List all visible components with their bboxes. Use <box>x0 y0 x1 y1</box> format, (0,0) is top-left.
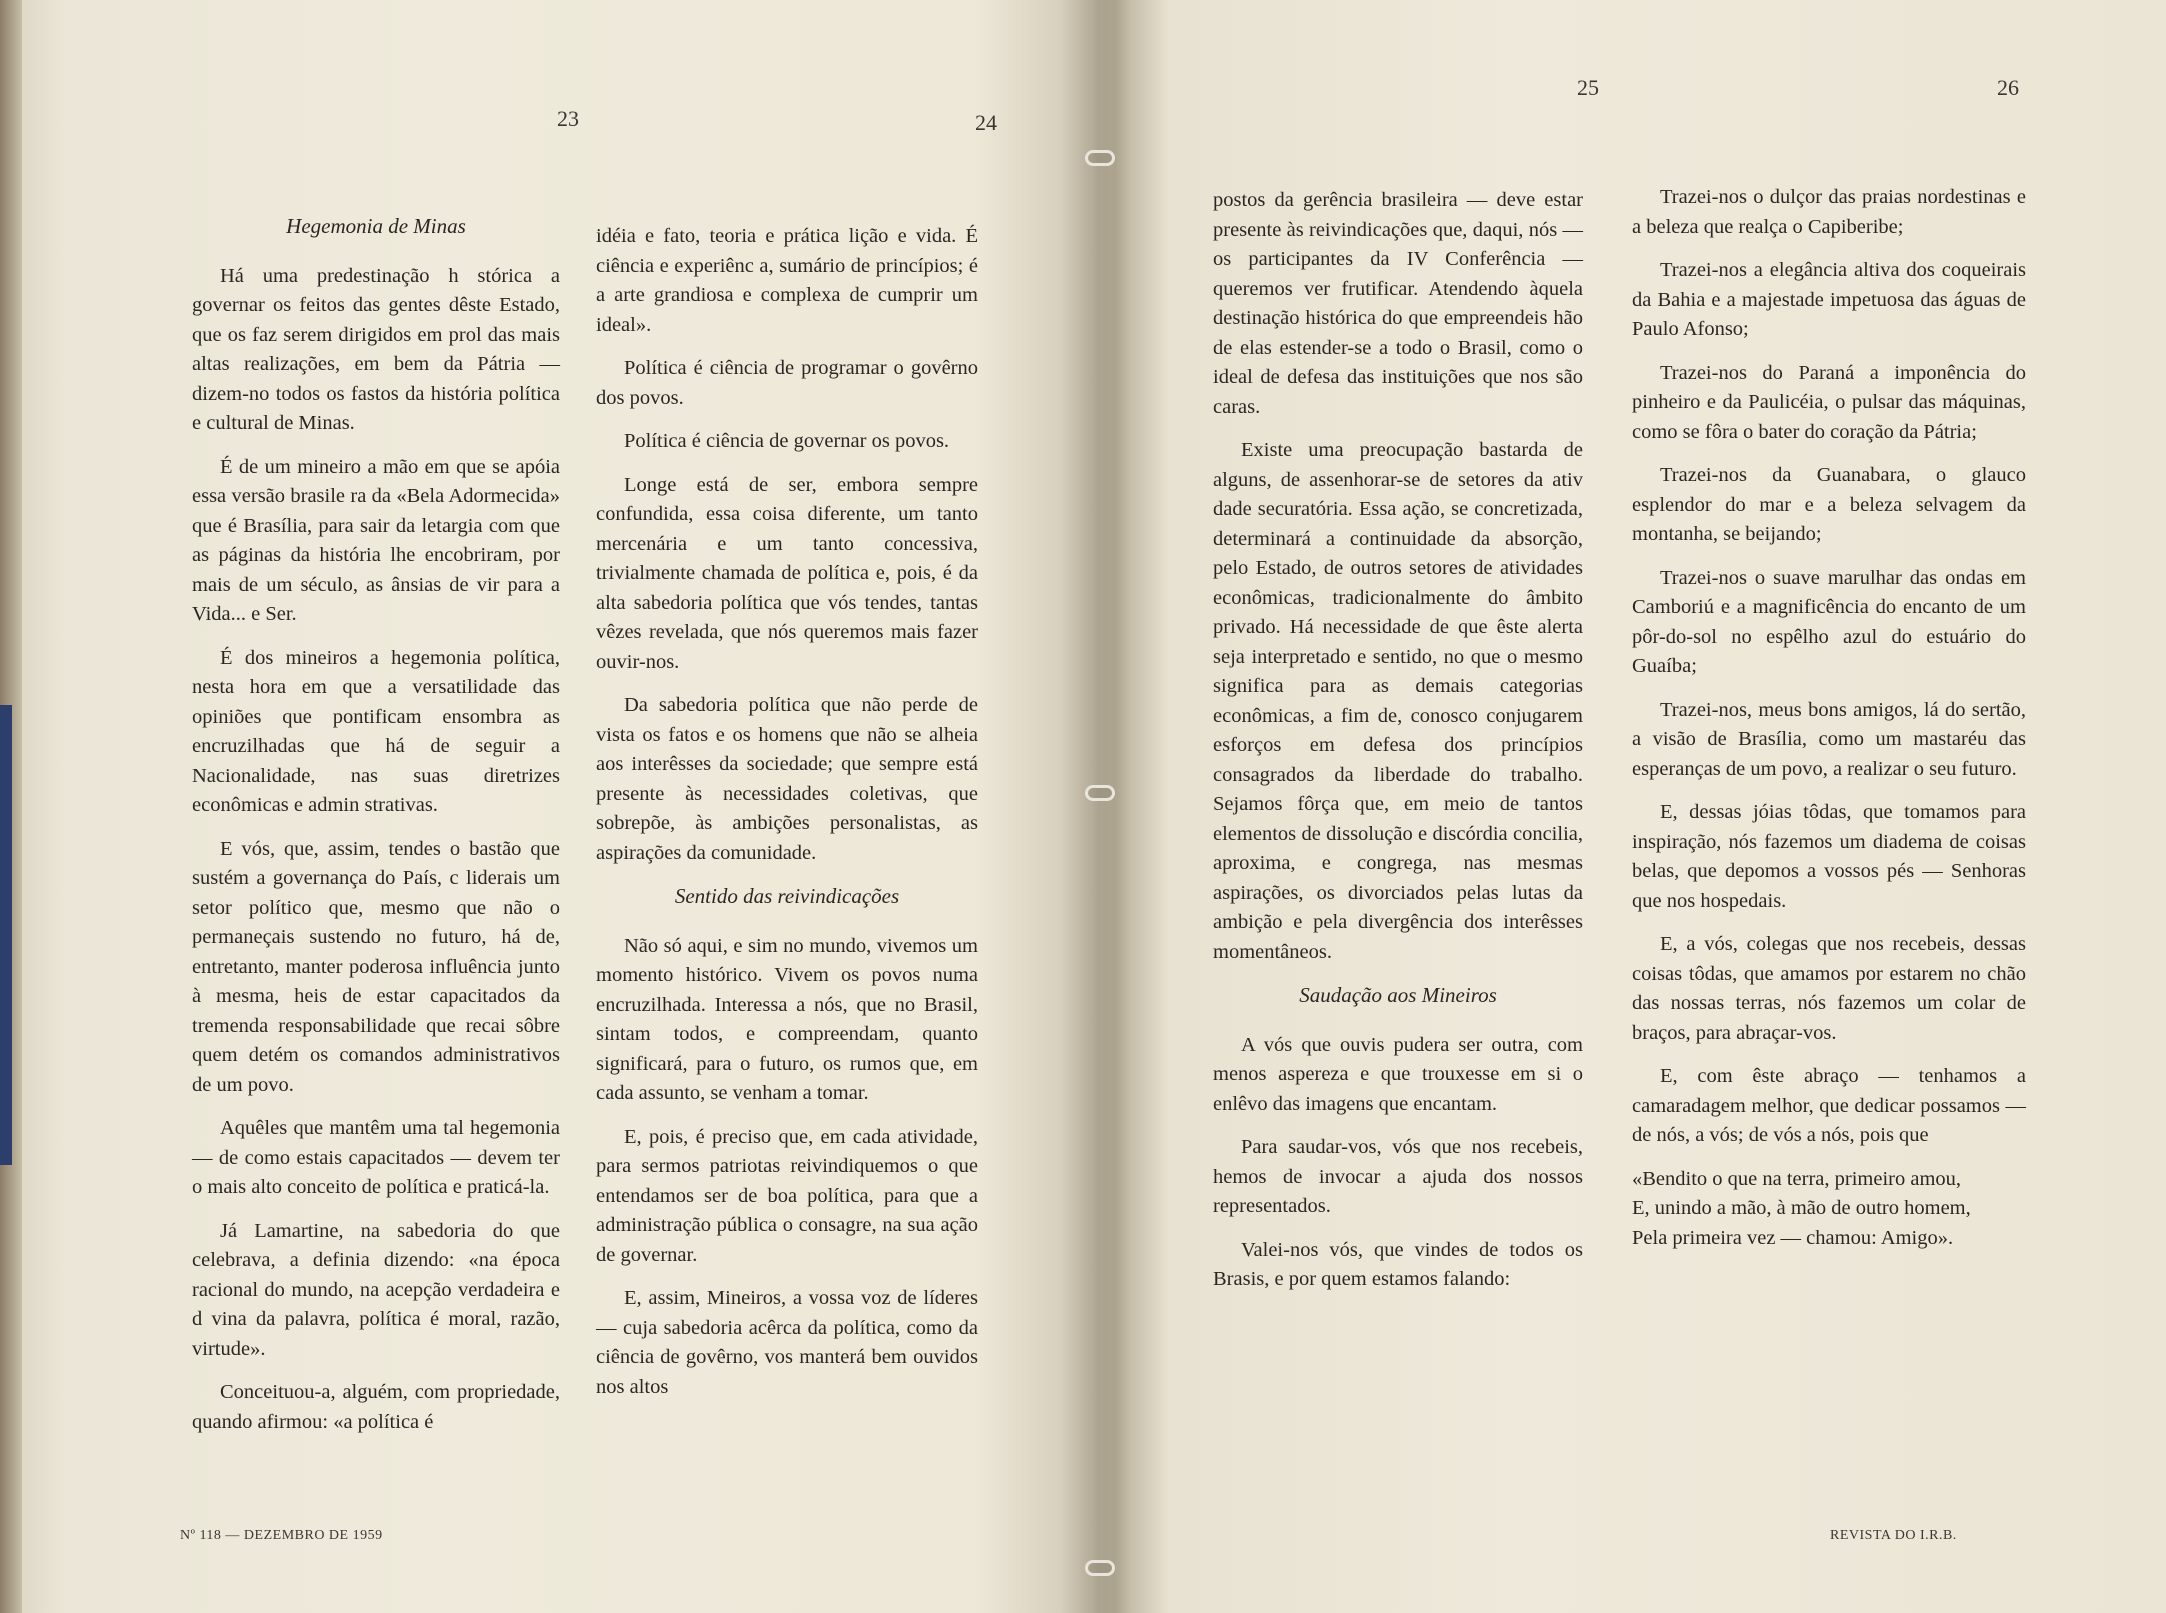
page-23-column <box>192 212 560 1451</box>
footer-issue: Nº 118 — DEZEMBRO DE 1959 <box>180 1528 383 1543</box>
poem-line: E, unindo a mão, à mão de outro homem, <box>1632 1197 1971 1219</box>
paragraph: idéia e fato, teoria e prática lição e vida. É ciência e experiênc a, sumário de princípios; é a arte grandiosa e complexa de cumprir um ideal». <box>596 225 978 336</box>
page-gutter <box>1060 0 1130 1613</box>
paragraph: Política é ciência de governar os povos. <box>624 430 950 452</box>
paragraph: Valei-nos vós, que vindes de todos os Brasis, e por quem estamos falando: <box>1213 1238 1583 1290</box>
paragraph: Não só aqui, e sim no mundo, vivemos um momento histórico. Vivem os povos numa encruzilhada. Interessa a nós, que no Brasil, sintam todos, e compreendam, quanto significará, para o futuro, os rumos que, em cada assunto, se venham a tomar. <box>596 934 978 1104</box>
page-number-26: 26 <box>1997 75 2019 100</box>
poem-line: «Bendito o que na terra, primeiro amou, <box>1632 1167 1962 1190</box>
paragraph: Já Lamartine, na sabedoria do que celebrava, a definia dizendo: «na época racional do mundo, na acepção verdadeira e d vina da palavra, política é moral, razão, virtude». <box>192 1219 560 1360</box>
paragraph: Trazei-nos o dulçor das praias nordestinas e a beleza que realça o Capiberibe; <box>1632 186 2026 238</box>
paragraph: Aquêles que mantêm uma tal hegemonia — de como estais capacitados — devem ter o mais alto conceito de política e praticá-la. <box>192 1117 560 1198</box>
paragraph: postos da gerência brasileira — deve estar presente às reivindicações que, daqui, nós — os participantes da IV Conferência — queremos ver frutificar. Atendendo àquela destinação histórica do que empreendeis hão de elas estender-se a todo o Brasil, como o ideal de defesa das instituições que nos são caras. <box>1213 189 1583 418</box>
paragraph: Política é ciência de programar o govêrno dos povos. <box>596 357 978 409</box>
section-heading: Hegemonia de Minas <box>286 214 466 238</box>
paragraph: É dos mineiros a hegemonia política, nesta hora em que a versatilidade das opiniões que pontificam ensombra as encruzilhadas que há de seguir a Nacionalidade, nas suas diretrizes econômicas e admin strativas. <box>192 646 560 816</box>
paragraph: Trazei-nos o suave marulhar das ondas em Camboriú e a magnificência do encanto de um pôr-do-sol no espêlho azul do estuário do Guaíba; <box>1632 566 2026 677</box>
section-heading: Sentido das reivindicações <box>674 884 900 908</box>
binding-staple <box>1085 150 1115 166</box>
page-number-23: 23 <box>557 106 579 131</box>
paragraph: A vós que ouvis pudera ser outra, com menos aspereza e que trouxesse em si o enlêvo das imagens que encantam. <box>1213 1033 1583 1115</box>
paragraph: E, assim, Mineiros, a vossa voz de líderes — cuja sabedoria acêrca da política, como da ciência de govêrno, vos manterá bem ouvidos nos altos <box>596 1287 978 1398</box>
paragraph: E, a vós, colegas que nos recebeis, dessas coisas tôdas, que amamos por estarem no chão das nossas terras, nós fazemos um colar de braços, para abraçar-vos. <box>1632 933 2026 1044</box>
paragraph: Trazei-nos da Guanabara, o glauco esplendor do mar e a beleza selvagem da montanha, se beijando; <box>1632 464 2026 545</box>
paragraph: E, dessas jóias tôdas, que tomamos para inspiração, nós fazemos um diadema de coisas belas, que depomos a vossos pés — Senhoras que nos hospedais. <box>1632 801 2026 912</box>
page-25-column <box>1213 186 1583 1309</box>
page-24-column <box>596 222 978 1416</box>
footer-publication: REVISTA DO I.R.B. <box>1830 1528 1957 1543</box>
paragraph: Da sabedoria política que não perde de vista os fatos e os homens que não se alheia aos interêsses da sociedade; que sempre está presente às necessidades coletivas, que sobrepõe, às ambições personalistas, as aspirações da comunidade. <box>596 694 978 864</box>
paragraph: Longe está de ser, embora sempre confundida, essa coisa diferente, um tanto mercenária e um tanto concessiva, trivialmente chamada de política e, pois, é da alta sabedoria política que vós tendes, tantas vêzes revelada, que nós queremos mais fazer ouvir-nos. <box>596 473 978 673</box>
paragraph: Existe uma preocupação bastarda de alguns, de assenhorar-se de setores da ativ dade securatória. Essa ação, se concretizada, determinará a continuidade da absorção, pelo Estado, de outros setores de atividades econômicas, tradicionalmente do âmbito privado. Há necessidade de que êste alerta seja interpretado e sentido, no que o mesmo significa para as demais categorias econômicas, a fim de, conosco conjugarem esforços em defesa dos princípios consagrados da liberdade do trabalho. Sejamos fôrça que, em meio de tantos elementos de dissolução e discórdia concilia, aproxima, e congrega, nas mesmas aspirações, os divorciados pelas lutas da ambição e pela divergência dos interêsses momentâneos. <box>1213 439 1583 963</box>
binding-staple <box>1085 785 1115 801</box>
section-heading: Saudação aos Mineiros <box>1299 983 1497 1007</box>
paragraph: Para saudar-vos, vós que nos recebeis, hemos de invocar a ajuda dos nossos representados. <box>1213 1136 1583 1217</box>
paragraph: Conceituou-a, alguém, com propriedade, quando afirmou: «a política é <box>192 1381 560 1433</box>
poem-line: Pela primeira vez — chamou: Amigo». <box>1632 1226 1954 1249</box>
page-number-24: 24 <box>975 110 997 135</box>
page-26-column <box>1632 183 2026 1253</box>
binding-staple <box>1085 1560 1115 1576</box>
paragraph: Trazei-nos a elegância altiva dos coqueirais da Bahia e a majestade impetuosa das águas de Paulo Afonso; <box>1632 259 2026 340</box>
paragraph: Trazei-nos do Paraná a imponência do pinheiro e da Paulicéia, o pulsar das máquinas, como se fôra o bater do coração da Pátria; <box>1632 361 2026 443</box>
cover-edge-strip <box>0 705 12 1165</box>
paragraph: Há uma predestinação h stórica a governar os feitos das gentes dêste Estado, que os faz serem dirigidos em prol das mais altas realizações, em bem da Pátria — dizem-no todos os fastos da história política e cultural de Minas. <box>192 264 560 434</box>
paragraph: E, com êste abraço — tenhamos a camaradagem melhor, que dedicar possamos — de nós, a vós; de vós a nós, pois que <box>1632 1065 2026 1146</box>
paragraph: É de um mineiro a mão em que se apóia essa versão brasile ra da «Bela Adormecida» que é Brasília, para sair da letargia com que as páginas da história lhe encobriram, por mais de um século, as ânsias de vir para a Vida... e Ser. <box>192 455 560 625</box>
paragraph: E, pois, é preciso que, em cada atividade, para sermos patriotas reivindiquemos o que entendamos ser de boa política, para que a administração pública o consagre, na sua ação de governar. <box>596 1125 978 1266</box>
paragraph: E vós, que, assim, tendes o bastão que sustém a governança do País, c liderais um setor político que, mesmo que não o permaneçais sustendo no futuro, há de, entretanto, manter poderosa influência junto à mesma, heis de estar capacitados da tremenda responsabilidade que recai sôbre quem detém os comandos administrativos de um povo. <box>192 837 560 1096</box>
page-number-25: 25 <box>1577 75 1599 100</box>
paragraph: Trazei-nos, meus bons amigos, lá do sertão, a visão de Brasília, como um mastaréu das esperanças de um povo, a realizar o seu futuro. <box>1632 698 2026 780</box>
